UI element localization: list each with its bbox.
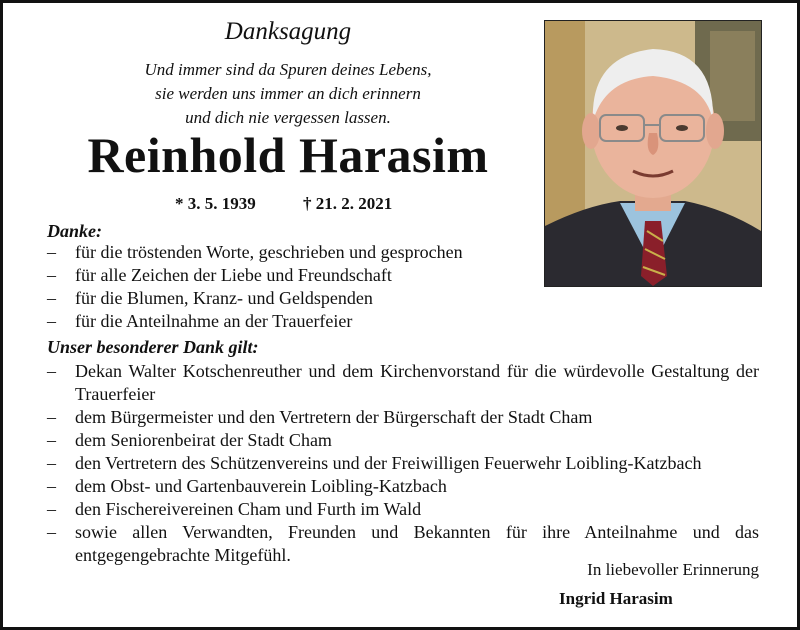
list-item-text: Dekan Walter Kotschenreuther und dem Kirchenvorstand für die würdevolle Gestaltung der Trauerfeier xyxy=(75,361,759,404)
list-item-text: für alle Zeichen der Liebe und Freundschaft xyxy=(75,265,392,285)
thanks-heading: Danke: xyxy=(47,221,102,241)
list-item xyxy=(3,360,800,406)
list-item xyxy=(3,241,800,264)
verse-line: und dich nie vergessen lassen. xyxy=(185,108,391,127)
list-item xyxy=(3,287,800,310)
dash-bullet: – xyxy=(47,407,56,427)
dash-bullet: – xyxy=(47,453,56,473)
list-item-text: für die tröstenden Worte, geschrieben und gesprochen xyxy=(75,242,463,262)
verse-line: sie werden uns immer an dich erinnern xyxy=(155,84,421,103)
dash-bullet: – xyxy=(47,288,56,308)
dash-bullet: – xyxy=(47,242,56,262)
list-item-text: für die Blumen, Kranz- und Geldspenden xyxy=(75,288,373,308)
list-item-text: für die Anteilnahme an der Trauerfeier xyxy=(75,311,353,331)
death-date: † 21. 2. 2021 xyxy=(303,194,393,213)
closing-phrase: In liebevoller Erinnerung xyxy=(587,560,759,579)
dash-bullet: – xyxy=(47,265,56,285)
deceased-name: Reinhold Harasim xyxy=(87,127,489,183)
signature: Ingrid Harasim xyxy=(559,589,673,608)
dash-bullet: – xyxy=(47,430,56,450)
birth-date: * 3. 5. 1939 xyxy=(175,194,256,213)
list-item xyxy=(3,310,800,333)
list-item xyxy=(3,452,800,475)
list-item xyxy=(3,498,800,521)
list-item-text: dem Obst- und Gartenbauverein Loibling-Katzbach xyxy=(75,476,447,496)
dash-bullet: – xyxy=(47,476,56,496)
dash-bullet: – xyxy=(47,311,56,331)
thanks-list xyxy=(3,241,800,333)
memorial-verse xyxy=(63,58,513,130)
list-item xyxy=(3,264,800,287)
list-item-text: dem Bürgermeister und den Vertretern der Bürgerschaft der Stadt Cham xyxy=(75,407,593,427)
verse-line: Und immer sind da Spuren deines Lebens, xyxy=(144,60,432,79)
list-item-text: dem Seniorenbeirat der Stadt Cham xyxy=(75,430,332,450)
special-thanks-list xyxy=(3,360,800,567)
list-item xyxy=(3,475,800,498)
special-thanks-heading: Unser besonderer Dank gilt: xyxy=(47,337,259,357)
dash-bullet: – xyxy=(47,522,56,542)
dash-bullet: – xyxy=(47,499,56,519)
list-item-text: den Fischereivereinen Cham und Furth im Wald xyxy=(75,499,422,519)
page-title: Danksagung xyxy=(224,18,352,45)
dash-bullet: – xyxy=(47,361,56,381)
list-item xyxy=(3,429,800,452)
list-item xyxy=(3,406,800,429)
list-item-text: sowie allen Verwandten, Freunden und Bekannten für ihre Anteilnahme und das entgegengebrachte Mitgefühl. xyxy=(75,522,759,565)
list-item-text: den Vertretern des Schützenvereins und der Freiwilligen Feuerwehr Loibling-Katzbach xyxy=(75,453,702,473)
